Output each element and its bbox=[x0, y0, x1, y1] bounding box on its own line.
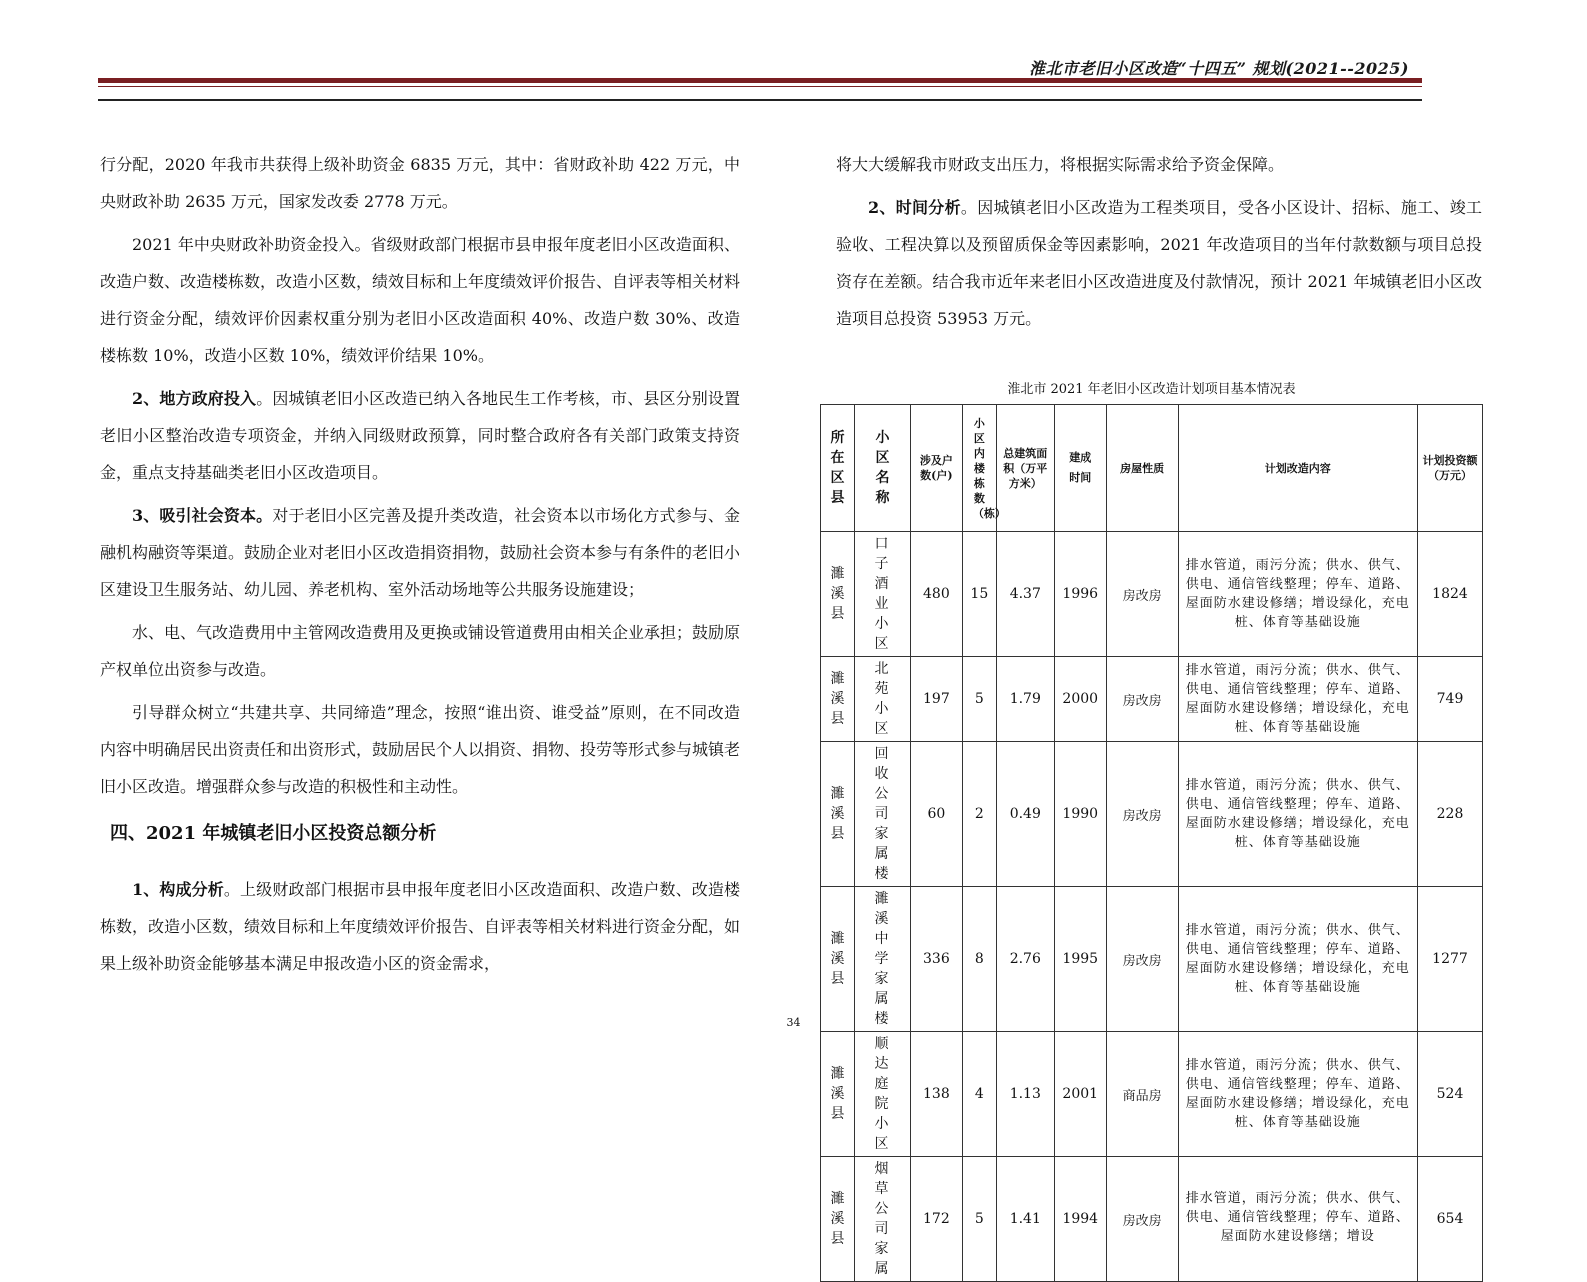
cell-invest: 654 bbox=[1417, 1157, 1482, 1282]
cell-content: 排水管道，雨污分流；供水、供气、供电、通信管线整理；停车、道路、屋面防水建设修缮；增设绿化，充电桩、体育等基础设施 bbox=[1178, 657, 1417, 742]
cell-buildings: 2 bbox=[962, 742, 996, 887]
paragraph: 水、电、气改造费用中主管网改造费用及更换或铺设管道费用由相关企业承担；鼓励原产权单位出资参与改造。 bbox=[100, 623, 741, 679]
header-county: 所在区县 bbox=[821, 405, 855, 532]
project-table bbox=[820, 404, 1483, 1282]
cell-name: 濉溪中学家属楼 bbox=[854, 887, 910, 1032]
cell-invest: 524 bbox=[1417, 1032, 1482, 1157]
left-column bbox=[100, 146, 740, 988]
paragraph: 行分配，2020 年我市共获得上级补助资金 6835 万元，其中：省财政补助 422 万元，中央财政补助 2635 万元，国家发改委 2778 万元。 bbox=[100, 155, 740, 211]
header-households: 涉及户数(户) bbox=[910, 405, 962, 532]
paragraph-text: 。上级财政部门根据市县申报年度老旧小区改造面积、改造户数、改造楼栋数，改造小区数，绩效目标和上年度绩效评价报告、自评表等相关材料进行资金分配，如果上级补助资金能够基本满足申报改造小区的资金需求， bbox=[100, 880, 741, 973]
paragraph: 引导群众树立“共建共享、共同缔造”理念，按照“谁出资、谁受益”原则，在不同改造内容中明确居民出资责任和出资形式，鼓励居民个人以捐资、捐物、投劳等形式参与城镇老旧小区改造。增强群众参与改造的积极性和主动性。 bbox=[100, 703, 741, 796]
cell-buildings: 5 bbox=[962, 1157, 996, 1282]
cell-type: 房改房 bbox=[1106, 887, 1178, 1032]
paragraph: 2021 年中央财政补助资金投入。省级财政部门根据市县申报年度老旧小区改造面积、改造户数、改造楼栋数，改造小区数，绩效目标和上年度绩效评价报告、自评表等相关材料进行资金分配，绩效评价因素权重分别为老旧小区改造面积 40%、改造户数 30%、改造楼栋数 10%，改造小区数 10%，绩效评价结果 10%。 bbox=[100, 235, 741, 365]
cell-type: 房改房 bbox=[1106, 1157, 1178, 1282]
cell-households: 336 bbox=[910, 887, 962, 1032]
cell-name: 顺达庭院小区 bbox=[854, 1032, 910, 1157]
paragraph-lead: 3、吸引社会资本。 bbox=[132, 506, 273, 525]
right-column bbox=[836, 146, 1482, 343]
header-area: 总建筑面积（万平方米） bbox=[996, 405, 1054, 532]
header-content: 计划改造内容 bbox=[1178, 405, 1417, 532]
cell-year: 1995 bbox=[1054, 887, 1106, 1032]
header-name: 小区名称 bbox=[854, 405, 910, 532]
cell-area: 1.41 bbox=[996, 1157, 1054, 1282]
header-rule-black bbox=[98, 99, 1422, 101]
section-heading: 四、2021 年城镇老旧小区投资总额分析 bbox=[110, 823, 437, 844]
cell-invest: 228 bbox=[1417, 742, 1482, 887]
cell-buildings: 15 bbox=[962, 532, 996, 657]
paragraph bbox=[100, 380, 740, 491]
cell-content: 排水管道，雨污分流；供水、供气、供电、通信管线整理；停车、道路、屋面防水建设修缮；增设 bbox=[1178, 1157, 1417, 1282]
cell-county: 濉溪县 bbox=[821, 742, 855, 887]
cell-households: 60 bbox=[910, 742, 962, 887]
cell-year: 2001 bbox=[1054, 1032, 1106, 1157]
paragraph bbox=[836, 189, 1482, 337]
cell-area: 4.37 bbox=[996, 532, 1054, 657]
header-rule-thin bbox=[98, 86, 1422, 87]
cell-name: 回收公司家属楼 bbox=[854, 742, 910, 887]
cell-buildings: 8 bbox=[962, 887, 996, 1032]
cell-area: 1.13 bbox=[996, 1032, 1054, 1157]
paragraph-text: 。因城镇老旧小区改造为工程类项目，受各小区设计、招标、施工、竣工验收、工程决算以及预留质保金等因素影响，2021 年改造项目的当年付款数额与项目总投资存在差额。结合我市近年来老旧小区改造进度及付款情况，预计 2021 年城镇老旧小区改造项目总投资 53953 万元。 bbox=[836, 198, 1482, 328]
cell-invest: 749 bbox=[1417, 657, 1482, 742]
table-row bbox=[821, 1032, 1483, 1157]
paragraph-text: 。因城镇老旧小区改造已纳入各地民生工作考核，市、县区分别设置老旧小区整治改造专项资金，并纳入同级财政预算，同时整合政府各有关部门政策支持资金，重点支持基础类老旧小区改造项目。 bbox=[100, 389, 740, 482]
cell-households: 172 bbox=[910, 1157, 962, 1282]
page-number: 34 bbox=[786, 1016, 801, 1029]
cell-households: 138 bbox=[910, 1032, 962, 1157]
cell-type: 商品房 bbox=[1106, 1032, 1178, 1157]
header-type: 房屋性质 bbox=[1106, 405, 1178, 532]
table-header-row bbox=[821, 405, 1483, 532]
cell-area: 1.79 bbox=[996, 657, 1054, 742]
paragraph bbox=[100, 871, 740, 982]
cell-content: 排水管道，雨污分流；供水、供气、供电、通信管线整理；停车、道路、屋面防水建设修缮；增设绿化，充电桩、体育等基础设施 bbox=[1178, 887, 1417, 1032]
cell-name: 北苑小区 bbox=[854, 657, 910, 742]
header-invest: 计划投资额（万元） bbox=[1417, 405, 1482, 532]
cell-name: 口子酒业小区 bbox=[854, 532, 910, 657]
table-row bbox=[821, 742, 1483, 887]
header-year: 建成时间 bbox=[1054, 405, 1106, 532]
paragraph-text: 对于老旧小区完善及提升类改造，社会资本以市场化方式参与、金融机构融资等渠道。鼓励企业对老旧小区改造捐资捐物，鼓励社会资本参与有条件的老旧小区建设卫生服务站、幼儿园、养老机构、室外活动场地等公共服务设施建设； bbox=[100, 506, 741, 599]
cell-households: 197 bbox=[910, 657, 962, 742]
cell-households: 480 bbox=[910, 532, 962, 657]
cell-area: 2.76 bbox=[996, 887, 1054, 1032]
table-row bbox=[821, 1157, 1483, 1282]
paragraph: 将大大缓解我市财政支出压力，将根据实际需求给予资金保障。 bbox=[836, 155, 1285, 174]
cell-name: 烟草公司家属 bbox=[854, 1157, 910, 1282]
paragraph-lead: 2、地方政府投入 bbox=[132, 389, 257, 408]
cell-content: 排水管道，雨污分流；供水、供气、供电、通信管线整理；停车、道路、屋面防水建设修缮；增设绿化，充电桩、体育等基础设施 bbox=[1178, 742, 1417, 887]
cell-county: 濉溪县 bbox=[821, 887, 855, 1032]
table-row bbox=[821, 657, 1483, 742]
cell-county: 濉溪县 bbox=[821, 1032, 855, 1157]
cell-content: 排水管道，雨污分流；供水、供气、供电、通信管线整理；停车、道路、屋面防水建设修缮；增设绿化，充电桩、体育等基础设施 bbox=[1178, 532, 1417, 657]
cell-year: 1996 bbox=[1054, 532, 1106, 657]
paragraph-lead: 1、构成分析 bbox=[132, 880, 224, 899]
cell-county: 濉溪县 bbox=[821, 1157, 855, 1282]
cell-area: 0.49 bbox=[996, 742, 1054, 887]
cell-buildings: 5 bbox=[962, 657, 996, 742]
cell-type: 房改房 bbox=[1106, 532, 1178, 657]
cell-year: 1994 bbox=[1054, 1157, 1106, 1282]
header-rule-red bbox=[98, 78, 1422, 83]
cell-invest: 1824 bbox=[1417, 532, 1482, 657]
paragraph-lead: 2、时间分析 bbox=[868, 198, 961, 217]
table-caption: 淮北市 2021 年老旧小区改造计划项目基本情况表 bbox=[1007, 382, 1296, 397]
table-row bbox=[821, 532, 1483, 657]
cell-buildings: 4 bbox=[962, 1032, 996, 1157]
cell-year: 1990 bbox=[1054, 742, 1106, 887]
cell-county: 濉溪县 bbox=[821, 532, 855, 657]
cell-year: 2000 bbox=[1054, 657, 1106, 742]
header-buildings: 小区内楼栋数（栋） bbox=[962, 405, 996, 532]
cell-content: 排水管道，雨污分流；供水、供气、供电、通信管线整理；停车、道路、屋面防水建设修缮；增设绿化，充电桩、体育等基础设施 bbox=[1178, 1032, 1417, 1157]
paragraph bbox=[100, 497, 740, 608]
cell-type: 房改房 bbox=[1106, 742, 1178, 887]
page-header-title: 淮北市老旧小区改造“十四五” 规划(2021--2025) bbox=[1029, 59, 1409, 78]
cell-invest: 1277 bbox=[1417, 887, 1482, 1032]
table-row bbox=[821, 887, 1483, 1032]
cell-type: 房改房 bbox=[1106, 657, 1178, 742]
cell-county: 濉溪县 bbox=[821, 657, 855, 742]
